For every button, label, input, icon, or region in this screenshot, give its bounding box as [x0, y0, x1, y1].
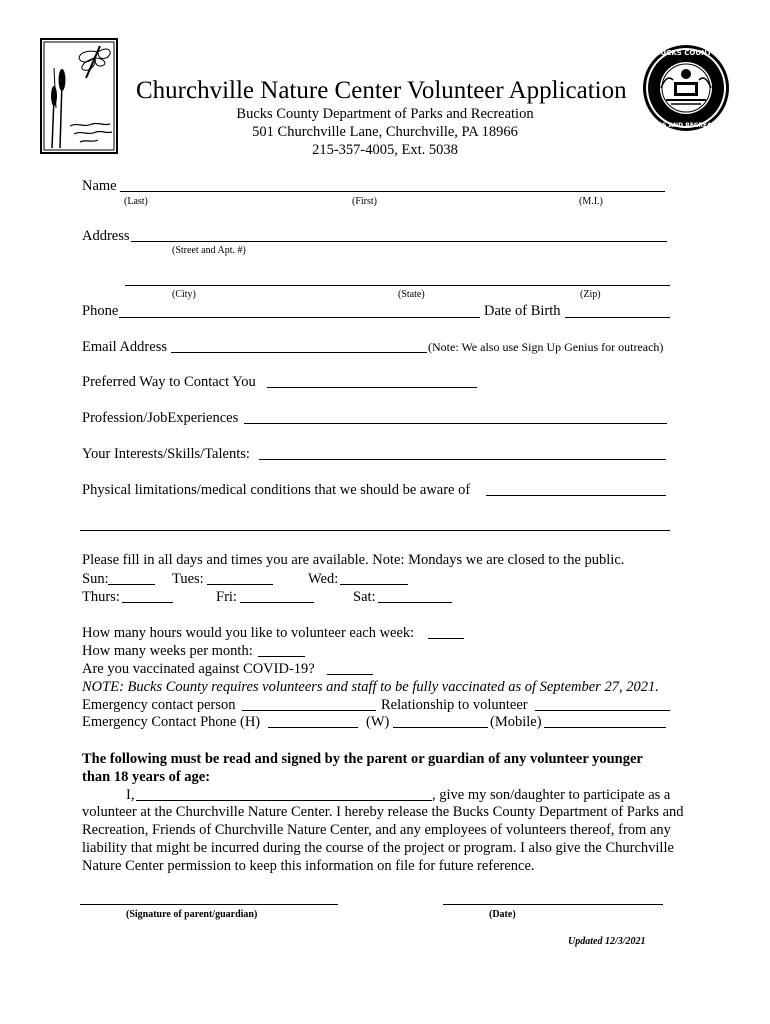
physical-field-line-2[interactable] — [80, 530, 670, 531]
date-caption: (Date) — [489, 909, 516, 920]
hours-label: How many hours would you like to volunteer each week: — [82, 625, 415, 641]
work-phone-label: (W) — [366, 714, 390, 730]
first-name-caption: (First) — [352, 196, 377, 207]
sun-field[interactable] — [108, 584, 155, 585]
emergency-person-label: Emergency contact person — [82, 697, 236, 713]
phone-field[interactable] — [119, 317, 480, 318]
wed-field[interactable] — [340, 584, 408, 585]
hours-field[interactable] — [428, 638, 464, 639]
physical-field[interactable] — [486, 495, 666, 496]
middle-initial-caption: (M.I.) — [579, 196, 603, 207]
home-phone-field[interactable] — [268, 727, 358, 728]
wed-label: Wed: — [308, 571, 339, 587]
email-field[interactable] — [171, 352, 427, 353]
work-phone-field[interactable] — [393, 727, 488, 728]
signature-caption: (Signature of parent/guardian) — [126, 909, 258, 920]
zip-caption: (Zip) — [580, 289, 601, 300]
name-field[interactable] — [120, 191, 665, 192]
guardian-i-label: I, — [126, 787, 135, 803]
city-state-zip-field[interactable] — [125, 285, 670, 286]
center-phone: 215-357-4005, Ext. 5038 — [312, 142, 458, 158]
relationship-field[interactable] — [535, 710, 670, 711]
fri-field[interactable] — [240, 602, 314, 603]
center-address: 501 Churchville Lane, Churchville, PA 18966 — [252, 124, 518, 140]
guardian-give-text: , give my son/daughter to participate as a — [432, 787, 671, 803]
vaccinated-label: Are you vaccinated against COVID-19? — [82, 661, 315, 677]
mobile-phone-field[interactable] — [544, 727, 666, 728]
phone-label: Phone — [82, 303, 119, 319]
guardian-release-text: volunteer at the Churchville Nature Center. I hereby release the Bucks County Department of Parks and Recreation, Friends of Churchville Nature Center, and any employees of volunteers thereof, from any liability that might be incurred during the course of the project or program. I also give the Churchville Nature Center permission to keep this information on file for future reference. — [82, 804, 684, 874]
signature-field[interactable] — [80, 904, 338, 905]
sat-field[interactable] — [378, 602, 452, 603]
dob-label: Date of Birth — [484, 303, 561, 319]
tues-field[interactable] — [207, 584, 273, 585]
name-label: Name — [82, 178, 117, 194]
updated-date: Updated 12/3/2021 — [568, 936, 646, 947]
svg-text:BUCKS COUNTY: BUCKS COUNTY — [655, 49, 717, 57]
emergency-person-field[interactable] — [242, 710, 376, 711]
date-field[interactable] — [443, 904, 663, 905]
sat-label: Sat: — [353, 589, 376, 605]
email-label: Email Address — [82, 339, 167, 355]
address-label: Address — [82, 228, 130, 244]
interests-field[interactable] — [259, 459, 666, 460]
guardian-heading: The following must be read and signed by the parent or guardian of any volunteer younger than 18 years of age: — [82, 751, 643, 785]
fri-label: Fri: — [216, 589, 237, 605]
mobile-phone-label: (Mobile) — [490, 714, 542, 730]
street-caption: (Street and Apt. #) — [172, 245, 246, 256]
weeks-label: How many weeks per month: — [82, 643, 253, 659]
contact-label: Preferred Way to Contact You — [82, 374, 256, 390]
physical-label: Physical limitations/medical conditions that we should be aware of — [82, 482, 471, 498]
guardian-name-field[interactable] — [136, 800, 432, 801]
state-caption: (State) — [398, 289, 425, 300]
thurs-field[interactable] — [122, 602, 173, 603]
profession-label: Profession/JobExperiences — [82, 410, 239, 426]
last-name-caption: (Last) — [124, 196, 148, 207]
weeks-field[interactable] — [258, 656, 305, 657]
emergency-phone-label: Emergency Contact Phone (H) — [82, 714, 261, 730]
svg-text:PARKS AND RECREATION: PARKS AND RECREATION — [644, 122, 728, 129]
email-note: (Note: We also use Sign Up Genius for outreach) — [428, 340, 664, 354]
page-title: Churchville Nature Center Volunteer Application — [136, 77, 627, 104]
dob-field[interactable] — [565, 317, 670, 318]
department-name: Bucks County Department of Parks and Recreation — [236, 106, 534, 122]
vaccinated-field[interactable] — [327, 674, 373, 675]
contact-field[interactable] — [267, 387, 477, 388]
street-field[interactable] — [131, 241, 667, 242]
tues-label: Tues: — [172, 571, 204, 587]
thurs-label: Thurs: — [82, 589, 120, 605]
vaccination-note: NOTE: Bucks County requires volunteers and staff to be fully vaccinated as of September 27, 2021. — [82, 679, 659, 695]
relationship-label: Relationship to volunteer — [381, 697, 528, 713]
interests-label: Your Interests/Skills/Talents: — [82, 446, 250, 462]
sun-label: Sun: — [82, 571, 109, 587]
city-caption: (City) — [172, 289, 196, 300]
availability-intro: Please fill in all days and times you are available. Note: Mondays we are closed to the public. — [82, 552, 625, 568]
profession-field[interactable] — [244, 423, 667, 424]
